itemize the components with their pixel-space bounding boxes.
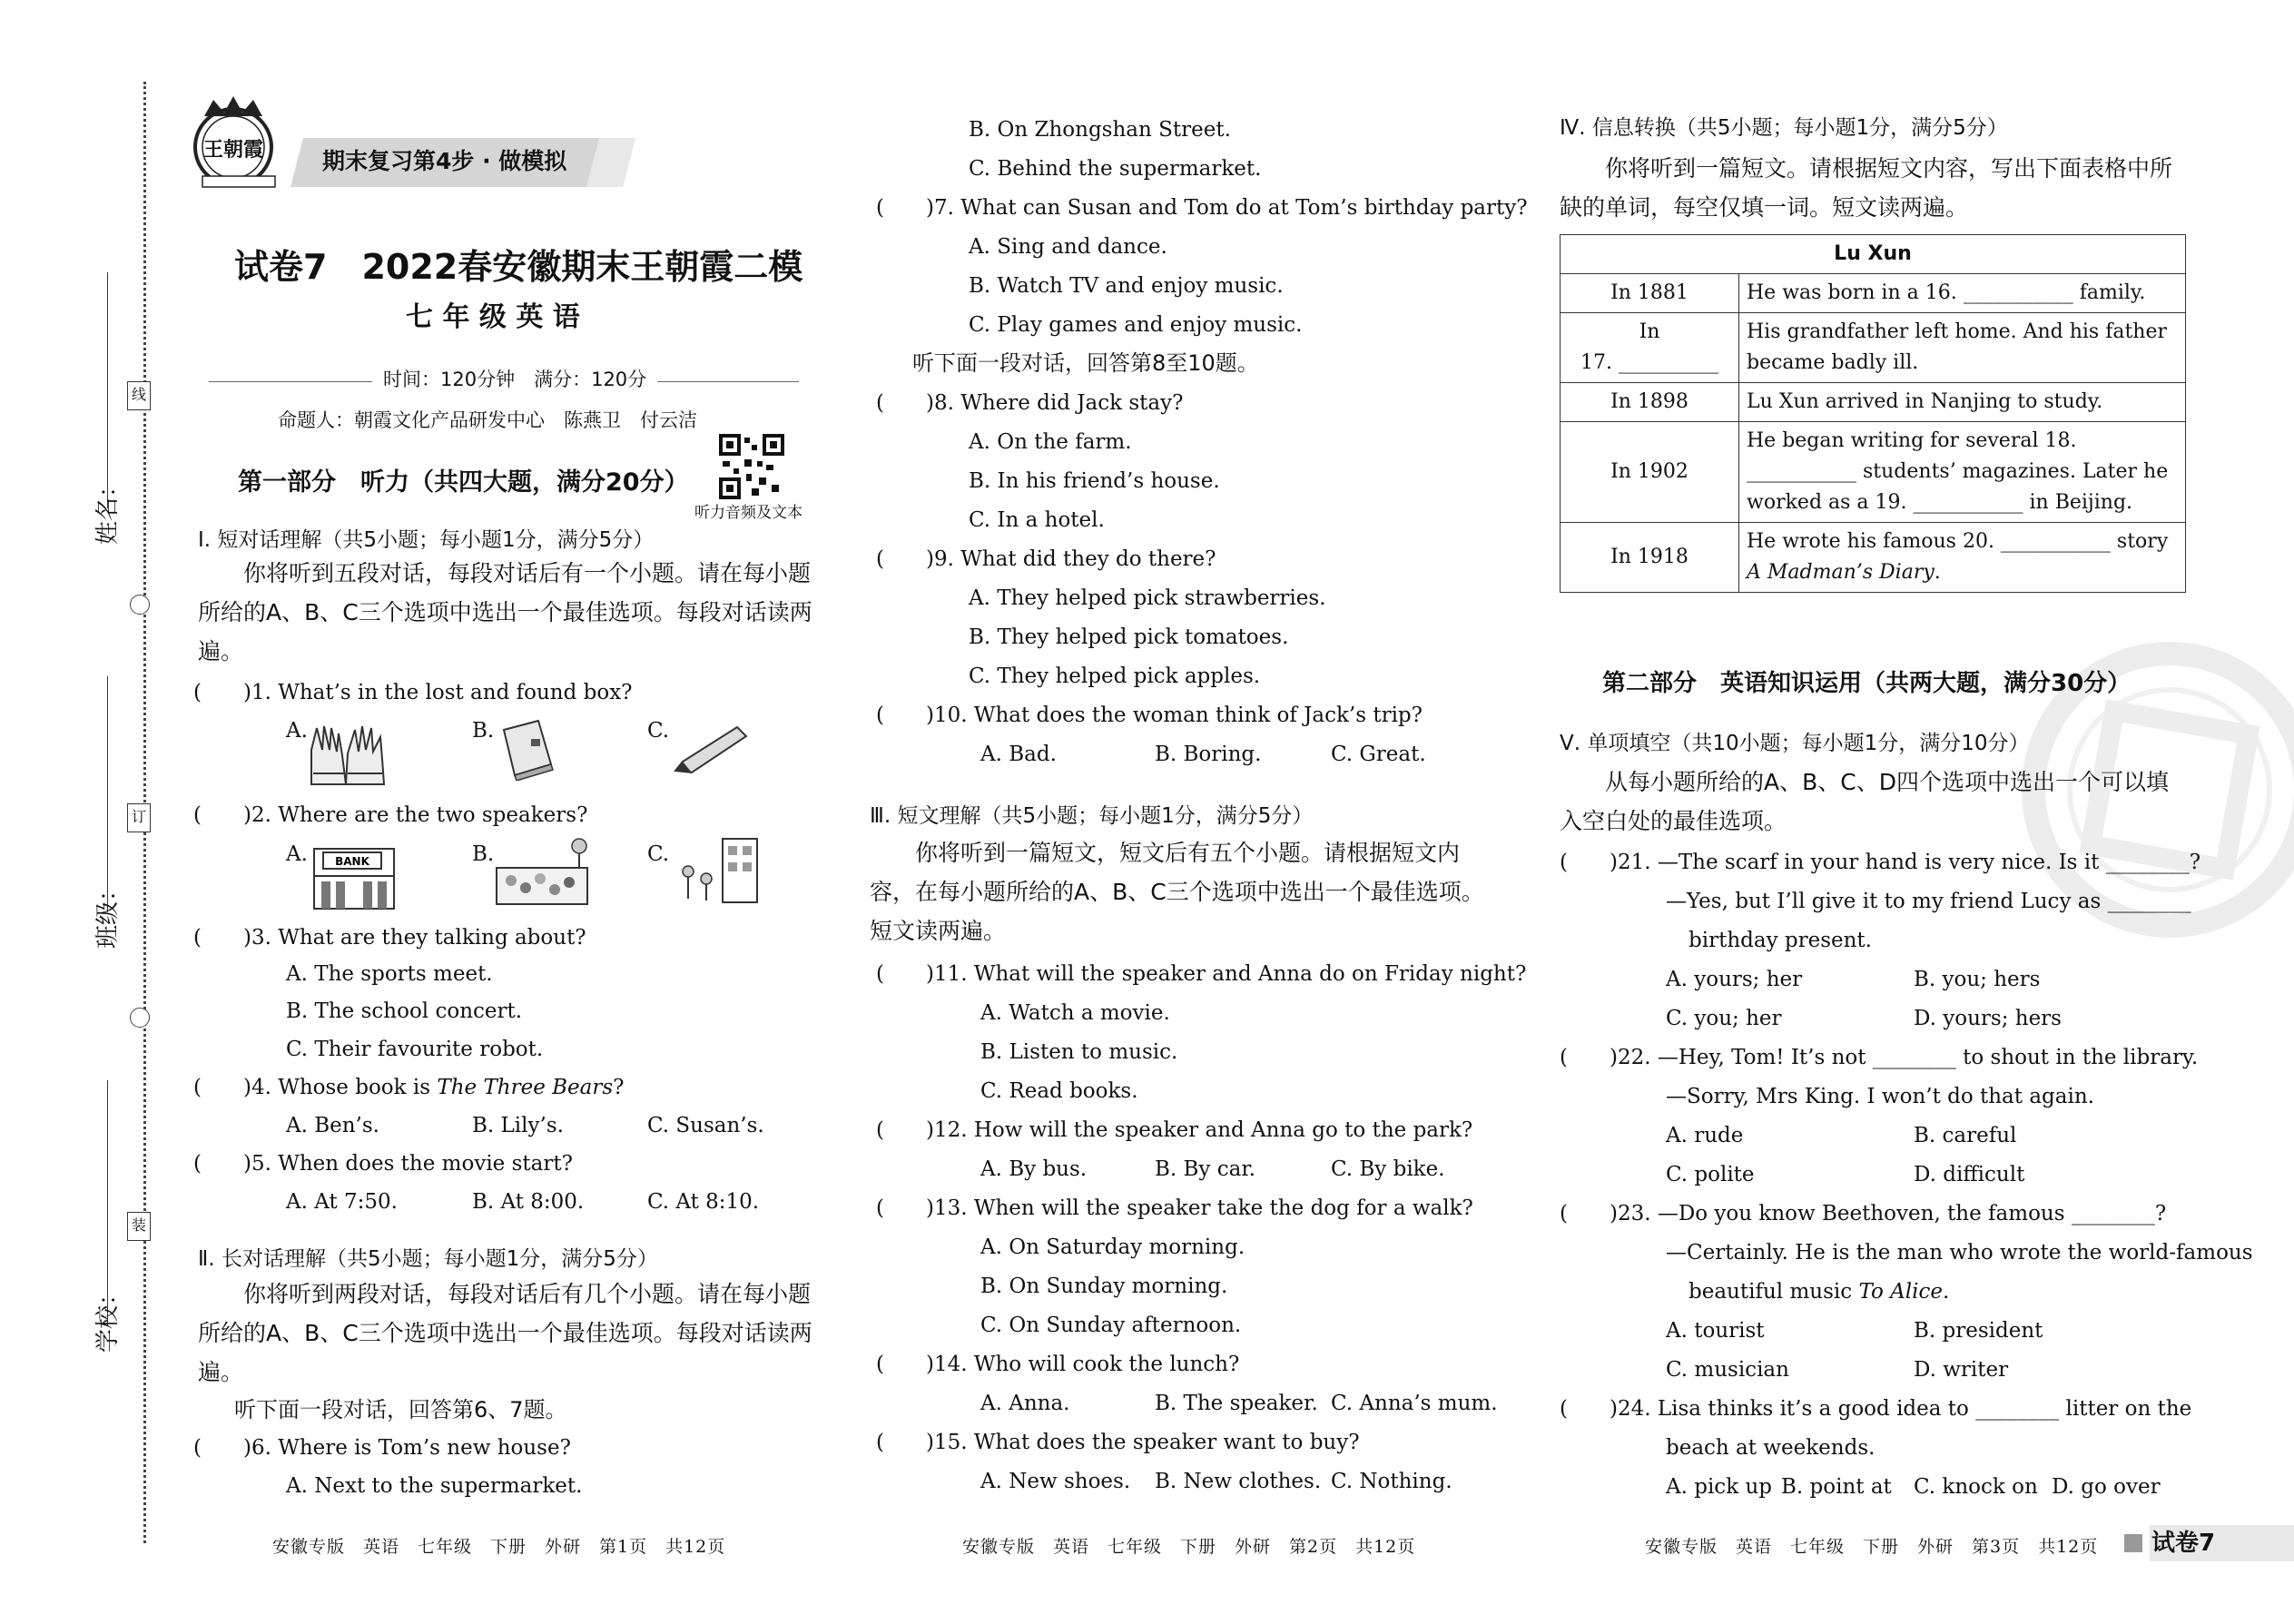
page-column-3 — [1543, 0, 2294, 1624]
q15: ( )15. What does the speaker want to buy? — [876, 1431, 1360, 1454]
q7-option-a: A. Sing and dance. — [969, 235, 1167, 259]
q24: ( )24. Lisa thinks it’s a good idea to ________ litter on the — [1560, 1397, 2192, 1421]
q10-option-a: A. Bad. — [980, 743, 1057, 766]
table-cell-event[interactable]: He was born in a 16. ___________ family. — [1739, 274, 2186, 313]
q3: ( )3. What are they talking about? — [193, 926, 586, 950]
q1-option-c-label: C. — [647, 719, 670, 743]
wallet-icon — [495, 717, 558, 781]
table-cell-year: In 1902 — [1561, 422, 1739, 523]
q5: ( )5. When does the movie start? — [193, 1152, 573, 1176]
binding-tag-bind: 装 — [127, 1212, 151, 1241]
q5-option-b: B. At 8:00. — [472, 1190, 585, 1214]
q13-option-c: C. On Sunday afternoon. — [980, 1314, 1242, 1337]
q12-option-c: C. By bike. — [1331, 1157, 1445, 1181]
q21-option-c: C. you; her — [1666, 1007, 1782, 1030]
q24-option-a: A. pick up — [1666, 1475, 1772, 1499]
q15-option-a: A. New shoes. — [980, 1470, 1131, 1493]
q4-option-c: C. Susan’s. — [647, 1114, 764, 1137]
q9: ( )9. What did they do there? — [876, 547, 1216, 571]
banner-step: 期末复习第4步 · 做模拟 — [322, 148, 567, 174]
footer-page-1: 安徽专版 英语 七年级 下册 外研 第1页 共12页 — [272, 1537, 726, 1557]
sec4-title: Ⅳ. 信息转换（共5小题；每小题1分，满分5分） — [1560, 116, 2008, 140]
sec3-instructions: 你将听到一篇短文，短文后有五个小题。请根据短文内容，在每小题所给的A、B、C三个选项中选出一个最佳选项。短文读两遍。 — [870, 840, 1484, 944]
table-cell-year: In 1898 — [1561, 383, 1739, 422]
table-cell-year: In 1881 — [1561, 274, 1739, 313]
q8-option-a: A. On the farm. — [969, 430, 1132, 454]
q2-option-b-label: B. — [472, 842, 495, 866]
q13-option-b: B. On Sunday morning. — [980, 1275, 1228, 1298]
q23-option-a: A. tourist — [1666, 1319, 1765, 1343]
q5-option-c: C. At 8:10. — [647, 1190, 760, 1214]
q11-option-b: B. Listen to music. — [980, 1040, 1178, 1064]
q10: ( )10. What does the woman think of Jack’s trip? — [876, 704, 1423, 727]
q2: ( )2. Where are the two speakers? — [193, 803, 588, 827]
q21-line2: —Yes, but I’ll give it to my friend Lucy as ________ — [1666, 890, 2191, 913]
q6: ( )6. Where is Tom’s new house? — [193, 1436, 571, 1460]
sec5-title: Ⅴ. 单项填空（共10小题；每小题1分，满分10分） — [1560, 732, 2030, 755]
q15-option-b: B. New clothes. — [1155, 1470, 1322, 1493]
sec1-title: Ⅰ. 短对话理解（共5小题；每小题1分，满分5分） — [198, 528, 655, 552]
sec2-instructions: 你将听到两段对话，每段对话后有几个小题。请在每小题所给的A、B、C三个选项中选出一个最佳选项。每段对话读两遍。 — [198, 1281, 812, 1385]
table-cell-event[interactable]: He began writing for several 18. ___________ students’ magazines. Later he worked as a 19. ___________ in Beijing. — [1739, 422, 2186, 523]
q12-option-b: B. By car. — [1155, 1157, 1256, 1181]
crayon-icon — [670, 722, 752, 776]
q13: ( )13. When will the speaker take the dog for a walk? — [876, 1196, 1473, 1220]
table-row — [1561, 523, 2186, 593]
q3-option-a: A. The sports meet. — [286, 962, 493, 986]
sec2-title: Ⅱ. 长对话理解（共5小题；每小题1分，满分5分） — [198, 1247, 658, 1271]
table-cell-event: Lu Xun arrived in Nanjing to study. — [1739, 383, 2186, 422]
part2-title: 第二部分 英语知识运用（共两大题，满分30分） — [1602, 670, 2132, 697]
q22-option-a: A. rude — [1666, 1124, 1744, 1147]
q22-option-c: C. polite — [1666, 1163, 1755, 1186]
gloves-icon — [304, 719, 395, 792]
q6-option-a: A. Next to the supermarket. — [286, 1474, 583, 1498]
sec5-instructions: 从每小题所给的A、B、C、D四个选项中选出一个可以填入空白处的最佳选项。 — [1560, 769, 2169, 834]
exam-time: 时间：120分钟 满分：120分 — [372, 366, 657, 393]
q14-option-b: B. The speaker. — [1155, 1392, 1318, 1415]
q9-option-a: A. They helped pick strawberries. — [969, 586, 1326, 610]
publisher-logo-icon — [177, 91, 300, 191]
q8-option-b: B. In his friend’s house. — [969, 469, 1220, 493]
q22: ( )22. —Hey, Tom! It’s not ________ to shout in the library. — [1560, 1046, 2199, 1069]
page-title: 试卷7 2022春安徽期末王朝霞二模 — [234, 247, 803, 287]
q1-option-b-label: B. — [472, 719, 495, 743]
q24-option-c: C. knock on — [1914, 1475, 2038, 1499]
svg-text:王朝霞: 王朝霞 — [202, 138, 264, 162]
q23-option-b: B. president — [1914, 1319, 2043, 1343]
q10-option-b: B. Boring. — [1155, 743, 1262, 766]
q4-option-b: B. Lily’s. — [472, 1114, 564, 1137]
q13-option-a: A. On Saturday morning. — [980, 1235, 1245, 1259]
q23: ( )23. —Do you know Beethoven, the famous ________? — [1560, 1202, 2167, 1225]
binding-tag-order: 订 — [127, 803, 151, 832]
footer-page-2: 安徽专版 英语 七年级 下册 外研 第2页 共12页 — [962, 1537, 1416, 1557]
q4-option-a: A. Ben’s. — [286, 1114, 379, 1137]
exam-authors: 命题人：朝霞文化产品研发中心 陈燕卫 付云洁 — [278, 409, 697, 431]
q14-option-c: C. Anna’s mum. — [1331, 1392, 1498, 1415]
q4: ( )4. Whose book is The Three Bears? — [193, 1076, 625, 1099]
footer-corner-mark — [2124, 1534, 2142, 1552]
q5-option-a: A. At 7:50. — [286, 1190, 398, 1214]
binding-tag-line: 线 — [127, 381, 151, 410]
q21-option-b: B. you; hers — [1914, 968, 2041, 991]
q10-option-c: C. Great. — [1331, 743, 1426, 766]
q23-line3: beautiful music To Alice. — [1689, 1280, 1950, 1304]
table-row — [1561, 274, 2186, 313]
q24-option-b: B. point at — [1781, 1475, 1892, 1499]
q22-option-b: B. careful — [1914, 1124, 2017, 1147]
table-row — [1561, 422, 2186, 523]
q11-option-a: A. Watch a movie. — [980, 1001, 1170, 1025]
lu-xun-table — [1560, 234, 2186, 593]
q8: ( )8. Where did Jack stay? — [876, 391, 1184, 415]
q23-option-c: C. musician — [1666, 1358, 1789, 1382]
q21-option-a: A. yours; her — [1666, 968, 1803, 991]
table-cell-year: In 1918 — [1561, 523, 1739, 593]
q24-option-d: D. go over — [2052, 1475, 2161, 1499]
q7-option-b: B. Watch TV and enjoy music. — [969, 274, 1284, 298]
sec1-instructions: 你将听到五段对话，每段对话后有一个小题。请在每小题所给的A、B、C三个选项中选出一个最佳选项。每段对话读两遍。 — [198, 560, 812, 664]
q15-option-c: C. Nothing. — [1331, 1470, 1452, 1493]
q6-option-c: C. Behind the supermarket. — [969, 157, 1262, 181]
q14-option-a: A. Anna. — [980, 1392, 1070, 1415]
q9-option-c: C. They helped pick apples. — [969, 664, 1261, 688]
lead-6-7: 听下面一段对话，回答第6、7题。 — [234, 1397, 567, 1422]
q8-option-c: C. In a hotel. — [969, 508, 1105, 532]
school-label: 学校： — [94, 1281, 122, 1353]
q7: ( )7. What can Susan and Tom do at Tom’s birthday party? — [876, 196, 1528, 220]
q21-option-d: D. yours; hers — [1914, 1007, 2062, 1030]
sec3-title: Ⅲ. 短文理解（共5小题；每小题1分，满分5分） — [870, 804, 1314, 828]
footer-page-3: 安徽专版 英语 七年级 下册 外研 第3页 共12页 — [1645, 1537, 2099, 1557]
q6-option-b: B. On Zhongshan Street. — [969, 118, 1231, 142]
part1-title: 第一部分 听力（共四大题，满分20分） — [238, 468, 689, 497]
q3-option-c: C. Their favourite robot. — [286, 1038, 544, 1061]
footer-badge: 试卷7 — [2151, 1530, 2216, 1557]
q12: ( )12. How will the speaker and Anna go to the park? — [876, 1118, 1473, 1142]
page-column-2 — [853, 0, 1528, 1624]
q9-option-b: B. They helped pick tomatoes. — [969, 625, 1289, 649]
table-cell-event[interactable]: He wrote his famous 20. ___________ story A Madman’s Diary. — [1739, 523, 2186, 593]
q23-option-d: D. writer — [1914, 1358, 2009, 1382]
market-scene-icon — [493, 835, 593, 908]
lead-8-10: 听下面一段对话，回答第8至10题。 — [912, 350, 1259, 376]
page-column-1 — [0, 0, 817, 1624]
q1-option-a-label: A. — [286, 719, 308, 743]
q21-line3: birthday present. — [1689, 929, 1872, 952]
q24-line2: beach at weekends. — [1666, 1436, 1876, 1460]
street-scene-icon — [672, 835, 763, 908]
table-header: Lu Xun — [1561, 235, 2186, 274]
class-label: 班级： — [94, 877, 122, 949]
q12-option-a: A. By bus. — [980, 1157, 1088, 1181]
q1: ( )1. What’s in the lost and found box? — [193, 681, 633, 704]
q21: ( )21. —The scarf in your hand is very nice. Is it ________? — [1560, 851, 2201, 874]
q11: ( )11. What will the speaker and Anna do on Friday night? — [876, 962, 1527, 986]
name-label: 姓名： — [94, 473, 122, 545]
table-row — [1561, 313, 2186, 383]
bank-sign: BANK — [335, 855, 369, 868]
subject-title: 七 年 级 英 语 — [406, 301, 580, 333]
qr-code-icon[interactable] — [719, 434, 784, 499]
q14: ( )14. Who will cook the lunch? — [876, 1353, 1240, 1376]
qr-caption: 听力音频及文本 — [694, 504, 802, 522]
bank-building-icon — [309, 840, 399, 912]
table-cell-year[interactable]: In 17. __________ — [1561, 313, 1739, 383]
table-cell-event: His grandfather left home. And his father became badly ill. — [1739, 313, 2186, 383]
q2-option-c-label: C. — [647, 842, 670, 866]
q23-line2: —Certainly. He is the man who wrote the world-famous — [1666, 1241, 2253, 1265]
q3-option-b: B. The school concert. — [286, 999, 523, 1023]
q7-option-c: C. Play games and enjoy music. — [969, 313, 1303, 337]
q2-option-a-label: A. — [286, 842, 308, 866]
q11-option-c: C. Read books. — [980, 1079, 1138, 1103]
sec4-instructions: 你将听到一篇短文。请根据短文内容，写出下面表格中所缺的单词，每空仅填一词。短文读两遍。 — [1560, 155, 2173, 221]
q22-option-d: D. difficult — [1914, 1163, 2025, 1186]
table-row — [1561, 383, 2186, 422]
q22-line2: —Sorry, Mrs King. I won’t do that again. — [1666, 1085, 2094, 1108]
